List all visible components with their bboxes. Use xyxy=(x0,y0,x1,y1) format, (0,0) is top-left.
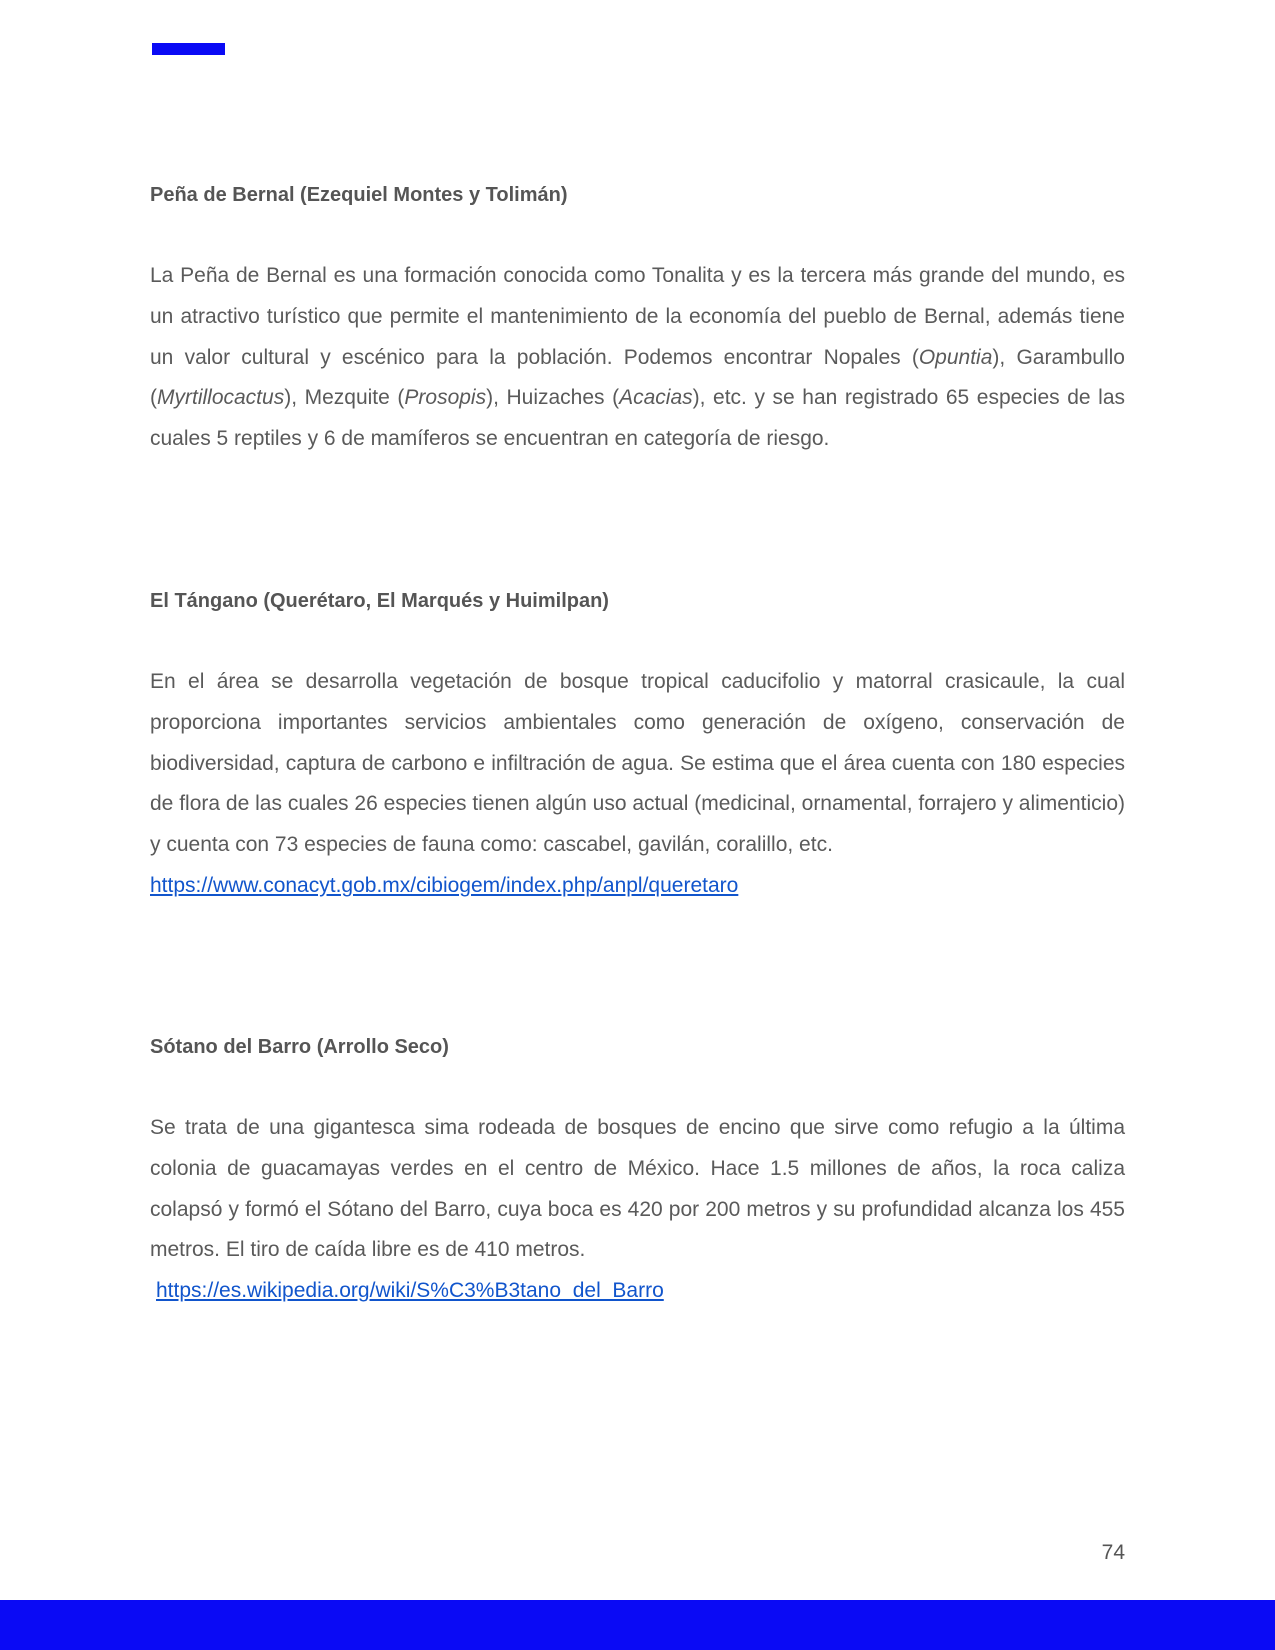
source-link-conacyt[interactable]: https://www.conacyt.gob.mx/cibiogem/index.php/anpl/queretaro xyxy=(150,873,739,897)
source-link-wikipedia[interactable]: https://es.wikipedia.org/wiki/S%C3%B3tano_del_Barro xyxy=(156,1279,664,1303)
section-heading-el-tangano: El Tángano (Querétaro, El Marqués y Huimilpan) xyxy=(150,590,609,612)
top-accent-bar xyxy=(152,43,225,55)
body-text: ), etc. y se han registrado 65 especies de las cuales 5 reptiles y 6 de mamíferos se encuentran en categoría de riesgo. xyxy=(150,386,1126,451)
section-body-pena-de-bernal xyxy=(150,256,1125,460)
body-text: ), Garambullo ( xyxy=(150,345,1125,410)
species-name: Acacias xyxy=(619,386,693,410)
page-number: 74 xyxy=(1101,1541,1125,1564)
body-text: Se trata de una gigantesca sima rodeada de bosques de encino que sirve como refugio a la última colonia de guacamayas verdes en el centro de México. Hace 1.5 millones de años, la roca caliza colapsó y formó el Sótano del Barro, cuya boca es 420 por 200 metros y su profundidad alcanza los 455 metros. El tiro de caída libre es de 410 metros. xyxy=(150,1116,1125,1262)
body-text: ), Huizaches ( xyxy=(486,386,620,410)
bottom-accent-bar xyxy=(0,1600,1275,1650)
section-body-el-tangano xyxy=(150,662,1125,907)
body-text: ), Mezquite ( xyxy=(284,386,405,410)
species-name: Opuntia xyxy=(918,345,993,369)
section-heading-pena-de-bernal: Peña de Bernal (Ezequiel Montes y Tolimán) xyxy=(150,184,568,206)
species-name: Prosopis xyxy=(404,386,487,410)
body-text: La Peña de Bernal es una formación conocida como Tonalita y es la tercera más grande del mundo, es un atractivo turístico que permite el mantenimiento de la economía del pueblo de Bernal, además tiene un valor cultural y escénico para la población. Podemos encontrar Nopales ( xyxy=(150,264,1125,369)
section-heading-sotano-del-barro: Sótano del Barro (Arrollo Seco) xyxy=(150,1036,449,1058)
body-text: En el área se desarrolla vegetación de bosque tropical caducifolio y matorral crasicaule, la cual proporciona importantes servicios ambientales como generación de oxígeno, conservación de biodiversidad, captura de carbono e infiltración de agua. Se estima que el área cuenta con 180 especies de flora de las cuales 26 especies tienen algún uso actual (medicinal, ornamental, forrajero y alimenticio) y cuenta con 73 especies de fauna como: cascabel, gavilán, coralillo, etc. xyxy=(150,670,1125,857)
species-name: Myrtillocactus xyxy=(157,386,285,410)
section-body-sotano-del-barro xyxy=(150,1108,1125,1312)
